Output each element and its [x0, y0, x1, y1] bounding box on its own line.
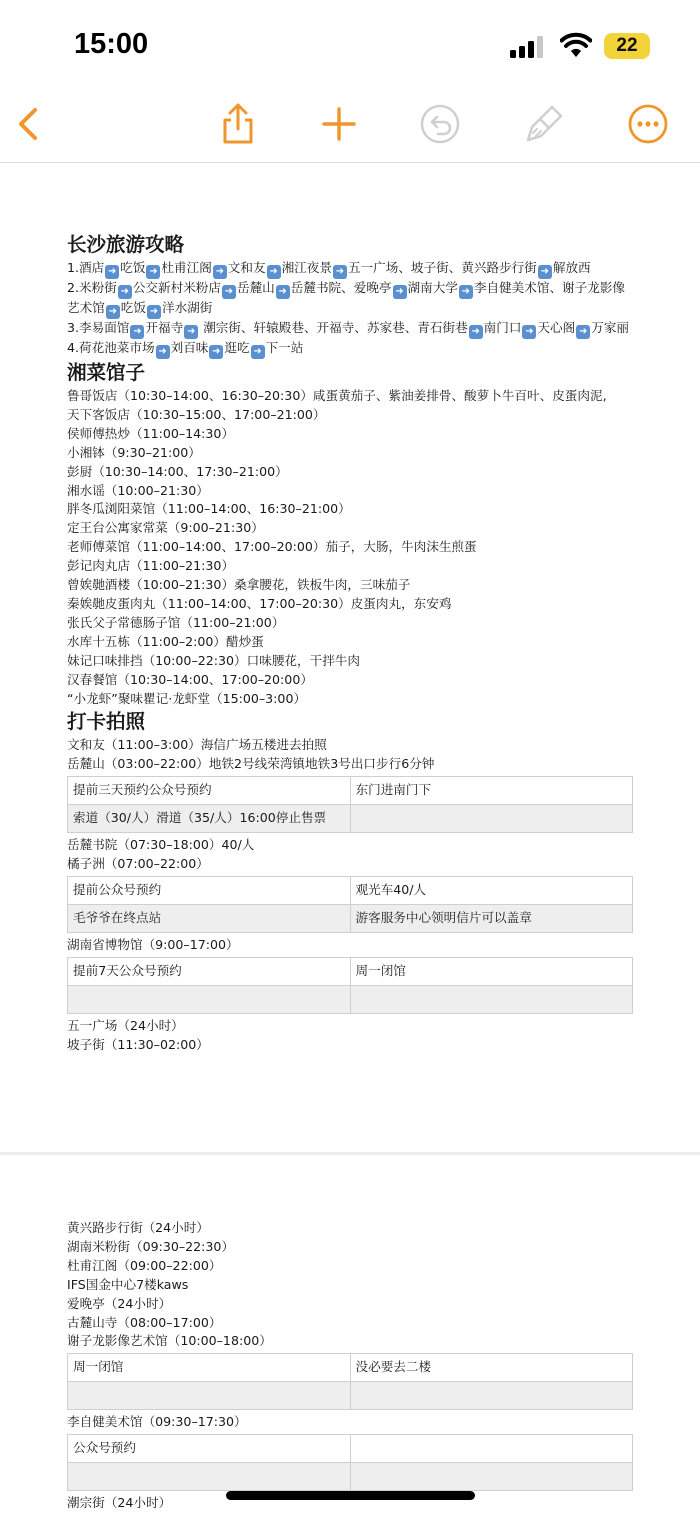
route-stop: 开福寺	[145, 320, 184, 335]
photo-spot-list	[67, 836, 633, 874]
arrow-right-icon: ➜	[146, 265, 160, 279]
text-line: 水库十五栋（11:00–2:00）醋炒蛋	[67, 633, 264, 649]
table-row	[68, 1382, 633, 1410]
more-icon	[626, 102, 670, 146]
text-line: 湖南省博物馆（9:00–17:00）	[67, 937, 239, 953]
document-page-2	[0, 1156, 700, 1515]
route-stop: 下一站	[265, 340, 304, 355]
route-stop: 刘百味	[170, 340, 209, 355]
route-stop: 解放西	[552, 260, 591, 275]
route-stop: 逛吃	[224, 340, 250, 355]
back-button[interactable]	[6, 102, 50, 146]
text-line: 定王台公寓家常菜（9:00–21:30）	[67, 520, 264, 536]
more-button[interactable]	[626, 102, 670, 146]
spot-list	[67, 1413, 633, 1432]
text-line: 妹记口味排挡（10:00–22:30）口味腰花，干拌牛肉	[67, 652, 360, 668]
text-line: 古麓山寺（08:00–17:00）	[67, 1314, 222, 1330]
route-stop: 1.酒店	[67, 260, 105, 275]
text-line: 胖冬瓜浏阳菜馆（11:00–14:00、16:30–21:00）	[67, 501, 351, 517]
arrow-right-icon: ➜	[333, 265, 347, 279]
arrow-right-icon: ➜	[267, 265, 281, 279]
status-bar	[0, 0, 700, 90]
table-cell[interactable]	[350, 1463, 633, 1491]
table-cell[interactable]: 周一闭馆	[350, 957, 633, 985]
table-row	[68, 1435, 633, 1463]
text-line: IFS国金中心7楼kaws	[67, 1276, 189, 1292]
table-cell[interactable]	[350, 985, 633, 1013]
arrow-right-icon: ➜	[105, 265, 119, 279]
arrow-right-icon: ➜	[130, 325, 144, 339]
route-stop: 公交新村米粉店	[132, 280, 221, 295]
route-stop: 吃饭	[120, 260, 146, 275]
juzizhou-table	[67, 876, 633, 933]
table-row	[68, 985, 633, 1013]
arrow-right-icon: ➜	[276, 285, 290, 299]
text-line: 黄兴路步行街（24小时）	[67, 1220, 209, 1235]
route-stop: 杜甫江阁	[161, 260, 212, 275]
brush-icon	[522, 102, 566, 146]
route-stop: 潮宗街、轩辕殿巷、开福寺、苏家巷、青石街巷	[199, 320, 468, 335]
table-cell[interactable]	[68, 985, 351, 1013]
li-museum-table	[67, 1434, 633, 1491]
table-row	[68, 905, 633, 933]
arrow-right-icon: ➜	[222, 285, 236, 299]
table-cell[interactable]: 索道（30/人）滑道（35/人）16:00停止售票	[68, 805, 351, 833]
arrow-right-icon: ➜	[393, 285, 407, 299]
restaurants-heading: 湘菜馆子	[67, 361, 146, 384]
text-line: 五一广场（24小时）	[67, 1017, 184, 1033]
text-line: 张氏父子常德肠子馆（11:00–21:00）	[67, 614, 285, 630]
photo-spot-list	[67, 1017, 633, 1055]
table-cell[interactable]	[68, 1382, 351, 1410]
route-stop: 3.李易面馆	[67, 320, 130, 335]
table-row	[68, 957, 633, 985]
table-cell[interactable]	[350, 1435, 633, 1463]
share-button[interactable]	[216, 102, 260, 146]
arrow-right-icon: ➜	[522, 325, 536, 339]
add-button[interactable]	[317, 102, 361, 146]
text-line: 坡子街（11:30–02:00）	[67, 1036, 209, 1052]
route-line	[67, 259, 633, 279]
photo-heading: 打卡拍照	[67, 710, 146, 734]
text-line: 潮宗街（24小时）	[67, 1495, 172, 1511]
route-stop: 天心阁	[537, 320, 576, 335]
text-line: 湘水谣（10:00–21:30）	[67, 482, 209, 498]
arrow-right-icon: ➜	[147, 305, 161, 319]
table-cell[interactable]: 提前7天公众号预约	[68, 957, 351, 985]
route-stop: 2.米粉街	[67, 280, 117, 295]
text-line: 侯师傅热炒（11:00–14:30）	[67, 425, 235, 441]
page-separator	[0, 1152, 700, 1155]
table-row	[68, 777, 633, 805]
yuelu-table	[67, 776, 633, 833]
route-stop: 吃饭	[120, 300, 146, 315]
home-indicator[interactable]	[226, 1491, 475, 1500]
clock: 15:00	[74, 28, 149, 60]
toolbar	[0, 90, 700, 163]
text-line: 文和友（11:00–3:00）海信广场五楼进去拍照	[67, 737, 327, 753]
document-body[interactable]	[67, 1219, 633, 1513]
arrow-right-icon: ➜	[538, 265, 552, 279]
route-line	[67, 319, 633, 339]
arrow-right-icon: ➜	[213, 265, 227, 279]
add-icon	[317, 102, 361, 146]
table-cell[interactable]: 公众号预约	[68, 1435, 351, 1463]
text-line: 岳麓山（03:00–22:00）地铁2号线荣湾镇地铁3号出口步行6分钟	[67, 756, 435, 772]
table-row	[68, 877, 633, 905]
text-line: 橘子洲（07:00–22:00）	[67, 856, 209, 872]
route-line	[67, 339, 633, 359]
table-cell[interactable]: 周一闭馆	[68, 1354, 351, 1382]
share-icon	[216, 102, 260, 146]
arrow-right-icon: ➜	[118, 285, 132, 299]
arrow-right-icon: ➜	[209, 345, 223, 359]
arrow-right-icon: ➜	[156, 345, 170, 359]
table-cell[interactable]: 东门进南门下	[350, 777, 633, 805]
route-stop: 岳麓书院、爱晚亭	[290, 280, 392, 295]
format-brush-button[interactable]	[522, 102, 566, 146]
route-stop: 南门口	[483, 320, 522, 335]
text-line: 岳麓书院（07:30–18:00）40/人	[67, 837, 255, 853]
arrow-right-icon: ➜	[459, 285, 473, 299]
xie-museum-table	[67, 1353, 633, 1410]
route-stop: 岳麓山	[236, 280, 275, 295]
text-line: 彭记肉丸店（11:00–21:30）	[67, 558, 235, 574]
table-cell[interactable]	[68, 1463, 351, 1491]
text-line: 老师傅菜馆（11:00–14:00、17:00–20:00）茄子，大肠，牛肉沫生煎蛋	[67, 539, 477, 555]
arrow-right-icon: ➜	[251, 345, 265, 359]
text-line: 汉春餐馆（10:30–14:00、17:00–20:00）	[67, 671, 313, 687]
table-row	[68, 805, 633, 833]
route-stop: 湘江夜景	[281, 260, 332, 275]
table-row	[68, 1354, 633, 1382]
text-line: 杜甫江阁（09:00–22:00）	[67, 1257, 222, 1273]
arrow-right-icon: ➜	[469, 325, 483, 339]
arrow-right-icon: ➜	[576, 325, 590, 339]
wifi-icon	[560, 32, 592, 58]
battery-indicator: 22	[604, 33, 650, 59]
text-line: 李自健美术馆（09:30–17:30）	[67, 1414, 247, 1430]
route-line	[67, 279, 633, 319]
route-stop: 洋水湖街	[161, 300, 213, 315]
table-cell[interactable]: 游客服务中心领明信片可以盖章	[350, 905, 633, 933]
text-line: 鲁哥饭店（10:30–14:00、16:30–20:30）咸蛋黄茄子、紫油姜排骨、酸萝卜牛百叶、皮蛋肉泥,	[67, 388, 607, 403]
route-stop: 万家丽	[591, 320, 630, 335]
document-page-1	[0, 163, 700, 1151]
table-cell[interactable]	[350, 1382, 633, 1410]
photo-spot-list	[67, 936, 633, 955]
text-line: 小湘钵（9:30–21:00）	[67, 444, 201, 460]
text-line: 天下客饭店（10:30–15:00、17:00–21:00）	[67, 406, 326, 422]
text-line: 爱晚亭（24小时）	[67, 1295, 172, 1311]
arrow-right-icon: ➜	[184, 325, 198, 339]
text-line: “小龙虾”聚味瞿记·龙虾堂（15:00–3:00）	[67, 690, 307, 706]
text-line: 谢子龙影像艺术馆（10:00–18:00）	[67, 1333, 272, 1349]
table-cell[interactable]: 观光车40/人	[350, 877, 633, 905]
route-stop: 4.荷花池菜市场	[67, 340, 155, 355]
route-stop: 文和友	[227, 260, 266, 275]
table-cell[interactable]: 提前公众号预约	[68, 877, 351, 905]
table-cell[interactable]: 没必要去二楼	[350, 1354, 633, 1382]
document-body[interactable]	[67, 231, 633, 1055]
route-list	[67, 259, 633, 359]
table-cell[interactable]	[350, 805, 633, 833]
route-stop: 五一广场、坡子街、黄兴路步行街	[347, 260, 537, 275]
museum-table	[67, 957, 633, 1014]
route-stop: 李自健美术馆、谢子龙影像艺术馆	[67, 280, 625, 315]
cellular-signal-icon	[510, 36, 548, 58]
table-row	[68, 1463, 633, 1491]
photo-spot-list	[67, 736, 633, 774]
route-stop: 湖南大学	[407, 280, 458, 295]
text-line: 秦娭毑皮蛋肉丸（11:00–14:00、17:00–20:30）皮蛋肉丸，东安鸡	[67, 595, 452, 611]
back-icon	[6, 102, 50, 146]
text-line: 湖南米粉街（09:30–22:30）	[67, 1238, 235, 1254]
table-cell[interactable]: 提前三天预约公众号预约	[68, 777, 351, 805]
spot-list	[67, 1219, 633, 1351]
undo-button[interactable]	[418, 102, 462, 146]
doc-title: 长沙旅游攻略	[67, 233, 185, 256]
restaurant-list	[67, 387, 633, 708]
text-line: 曾娭毑酒楼（10:00–21:30）桑拿腰花，铁板牛肉，三味茄子	[67, 577, 411, 593]
table-cell[interactable]: 毛爷爷在终点站	[68, 905, 351, 933]
undo-icon	[418, 102, 462, 146]
arrow-right-icon: ➜	[106, 305, 120, 319]
text-line: 彭厨（10:30–14:00、17:30–21:00）	[67, 463, 288, 479]
